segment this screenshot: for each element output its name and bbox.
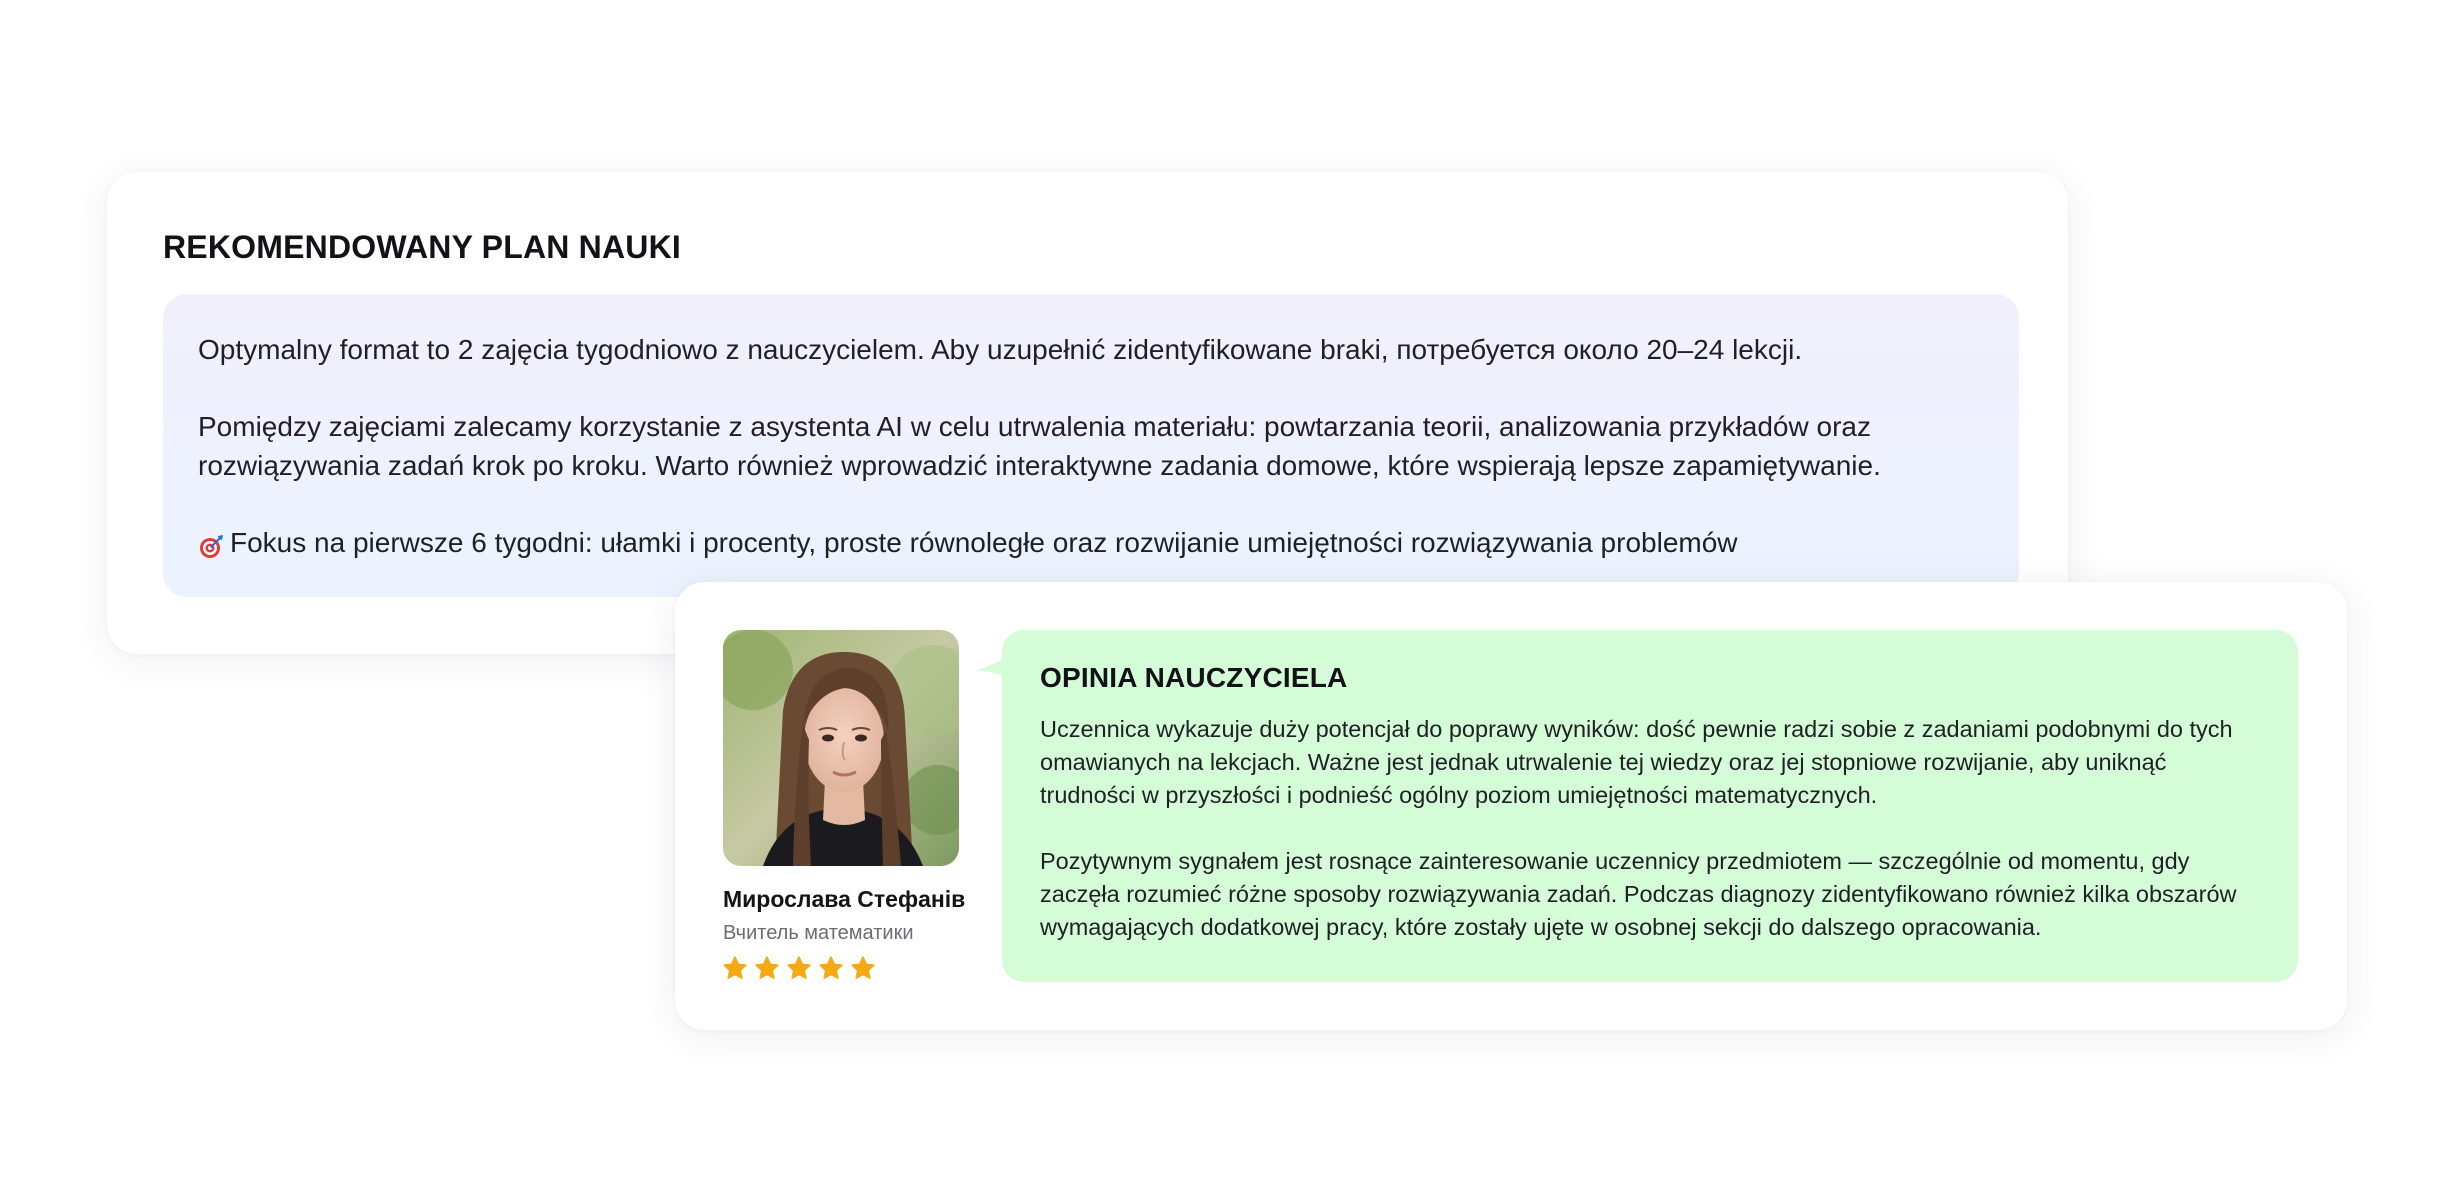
study-plan-focus [198, 523, 1985, 562]
study-plan-content [163, 294, 2019, 597]
teacher-opinion-paragraph: Uczennica wykazuje duży potencjał do poprawy wyników: dość pewnie radzi sobie z zadaniami podobnymi do tych omawianych na lekcjach. Ważne jest jednak utrwalenie tej wiedzy oraz jej stopniowe rozwijanie, aby uniknąć trudności w przyszłości i podnieść ogólny poziom umiejętności matematycznych. [1040, 716, 2233, 808]
teacher-opinion-bubble [1002, 630, 2298, 982]
target-icon [198, 531, 224, 557]
star-icon [850, 955, 876, 981]
study-plan-focus-text: Fokus na pierwsze 6 tygodni: ułamki i procenty, proste równoległe oraz rozwijanie umiejętności rozwiązywania problemów [230, 527, 1738, 558]
teacher-role: Вчитель математики [723, 922, 914, 944]
star-icon [722, 955, 748, 981]
teacher-rating [722, 955, 876, 981]
teacher-opinion-title: OPINIA NAUCZYCIELA [1040, 662, 1348, 693]
star-icon [818, 955, 844, 981]
study-plan-title: REKOMENDOWANY PLAN NAUKI [163, 229, 682, 265]
study-plan-paragraph: Pomiędzy zajęciami zalecamy korzystanie z asystenta AI w celu utrwalenia materiału: powtarzania teorii, analizowania przykładów oraz rozwiązywania zadań krok po kroku. Warto również wprowadzić interaktywne zadania domowe, które wspierają lepsze zapamiętywanie. [198, 411, 1881, 481]
study-plan-paragraph: Optymalny format to 2 zajęcia tygodniowo z nauczycielem. Aby uzupełnić zidentyfikowane braki, потребуется около 20–24 lekcji. [198, 334, 1803, 365]
teacher-name: Мирослава Стефанів [723, 886, 966, 912]
star-icon [754, 955, 780, 981]
teacher-avatar [723, 630, 959, 866]
star-icon [786, 955, 812, 981]
teacher-opinion-paragraph: Pozytywnym sygnałem jest rosnące zainteresowanie uczennicy przedmiotem — szczególnie od momentu, gdy zaczęła rozumieć różne sposoby rozwiązywania zadań. Podczas diagnozy zidentyfikowano również kilka obszarów wymagających dodatkowej pracy, które zostały ujęte w osobnej sekcji do dalszego opracowania. [1040, 848, 2237, 940]
